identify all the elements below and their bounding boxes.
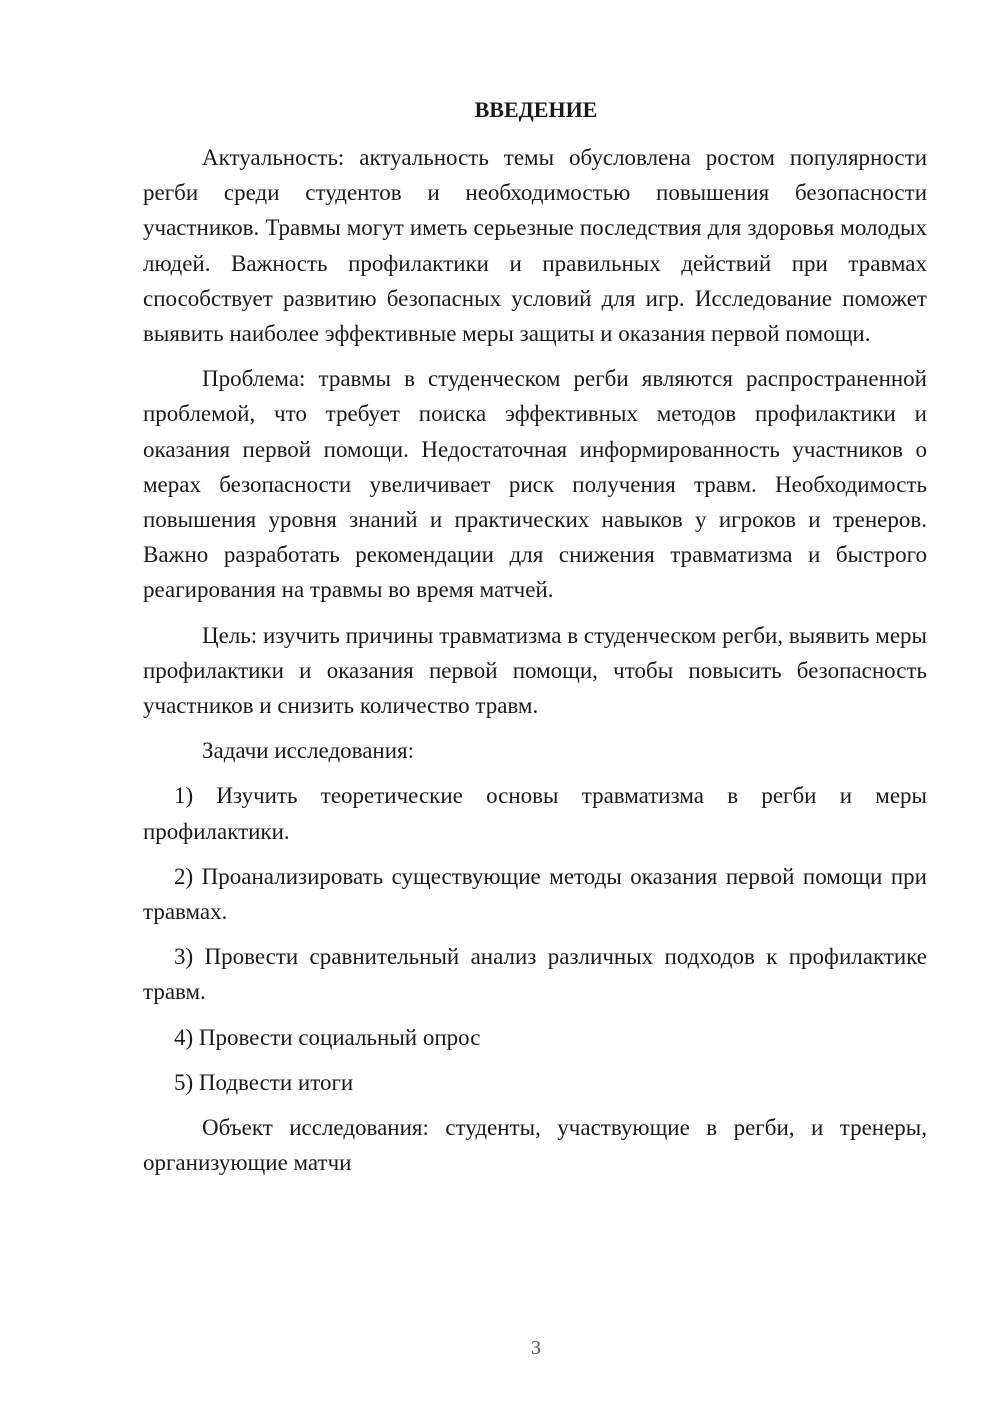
relevance-paragraph: Актуальность: актуальность темы обусловлена ростом популярности регби среди студентов и необходимостью повышения безопасности участников. Травмы могут иметь серьезные последствия для здоровья молодых людей. Важность профилактики и правильных действий при травмах способствует развитию безопасных условий для игр. Исследование поможет выявить наиболее эффективные меры защиты и оказания первой помощи.: [143, 145, 927, 347]
problem-paragraph: Проблема: травмы в студенческом регби являются распространенной проблемой, что требует поиска эффективных методов профилактики и оказания первой помощи. Недостаточная информированность участников о мерах безопасности увеличивает риск получения травм. Необходимость повышения уровня знаний и практических навыков у игроков и тренеров. Важно разработать рекомендации для снижения травматизма и быстрого реагирования на травмы во время матчей.: [143, 366, 927, 603]
task-item-3: 3) Провести сравнительный анализ различных подходов к профилактике травм.: [143, 944, 927, 1005]
task-item-4: 4) Провести социальный опрос: [174, 1024, 481, 1050]
task-item-2: 2) Проанализировать существующие методы оказания первой помощи при травмах.: [143, 863, 927, 925]
section-title: ВВЕДЕНИЕ: [474, 97, 598, 122]
page-content: [143, 94, 927, 1190]
page-number: 3: [531, 1337, 541, 1359]
task-item-1: 1) Изучить теоретические основы травматизма в регби и меры профилактики.: [143, 783, 927, 844]
goal-paragraph: Цель: изучить причины травматизма в студенческом регби, выявить меры профилактики и оказания первой помощи, чтобы повысить безопасность участников и снизить количество травм.: [143, 622, 927, 719]
tasks-heading: Задачи исследования:: [202, 738, 415, 764]
object-paragraph: Объект исследования: студенты, участвующие в регби, и тренеры, организующие матчи: [143, 1115, 927, 1176]
task-item-5: 5) Подвести итоги: [174, 1069, 354, 1095]
